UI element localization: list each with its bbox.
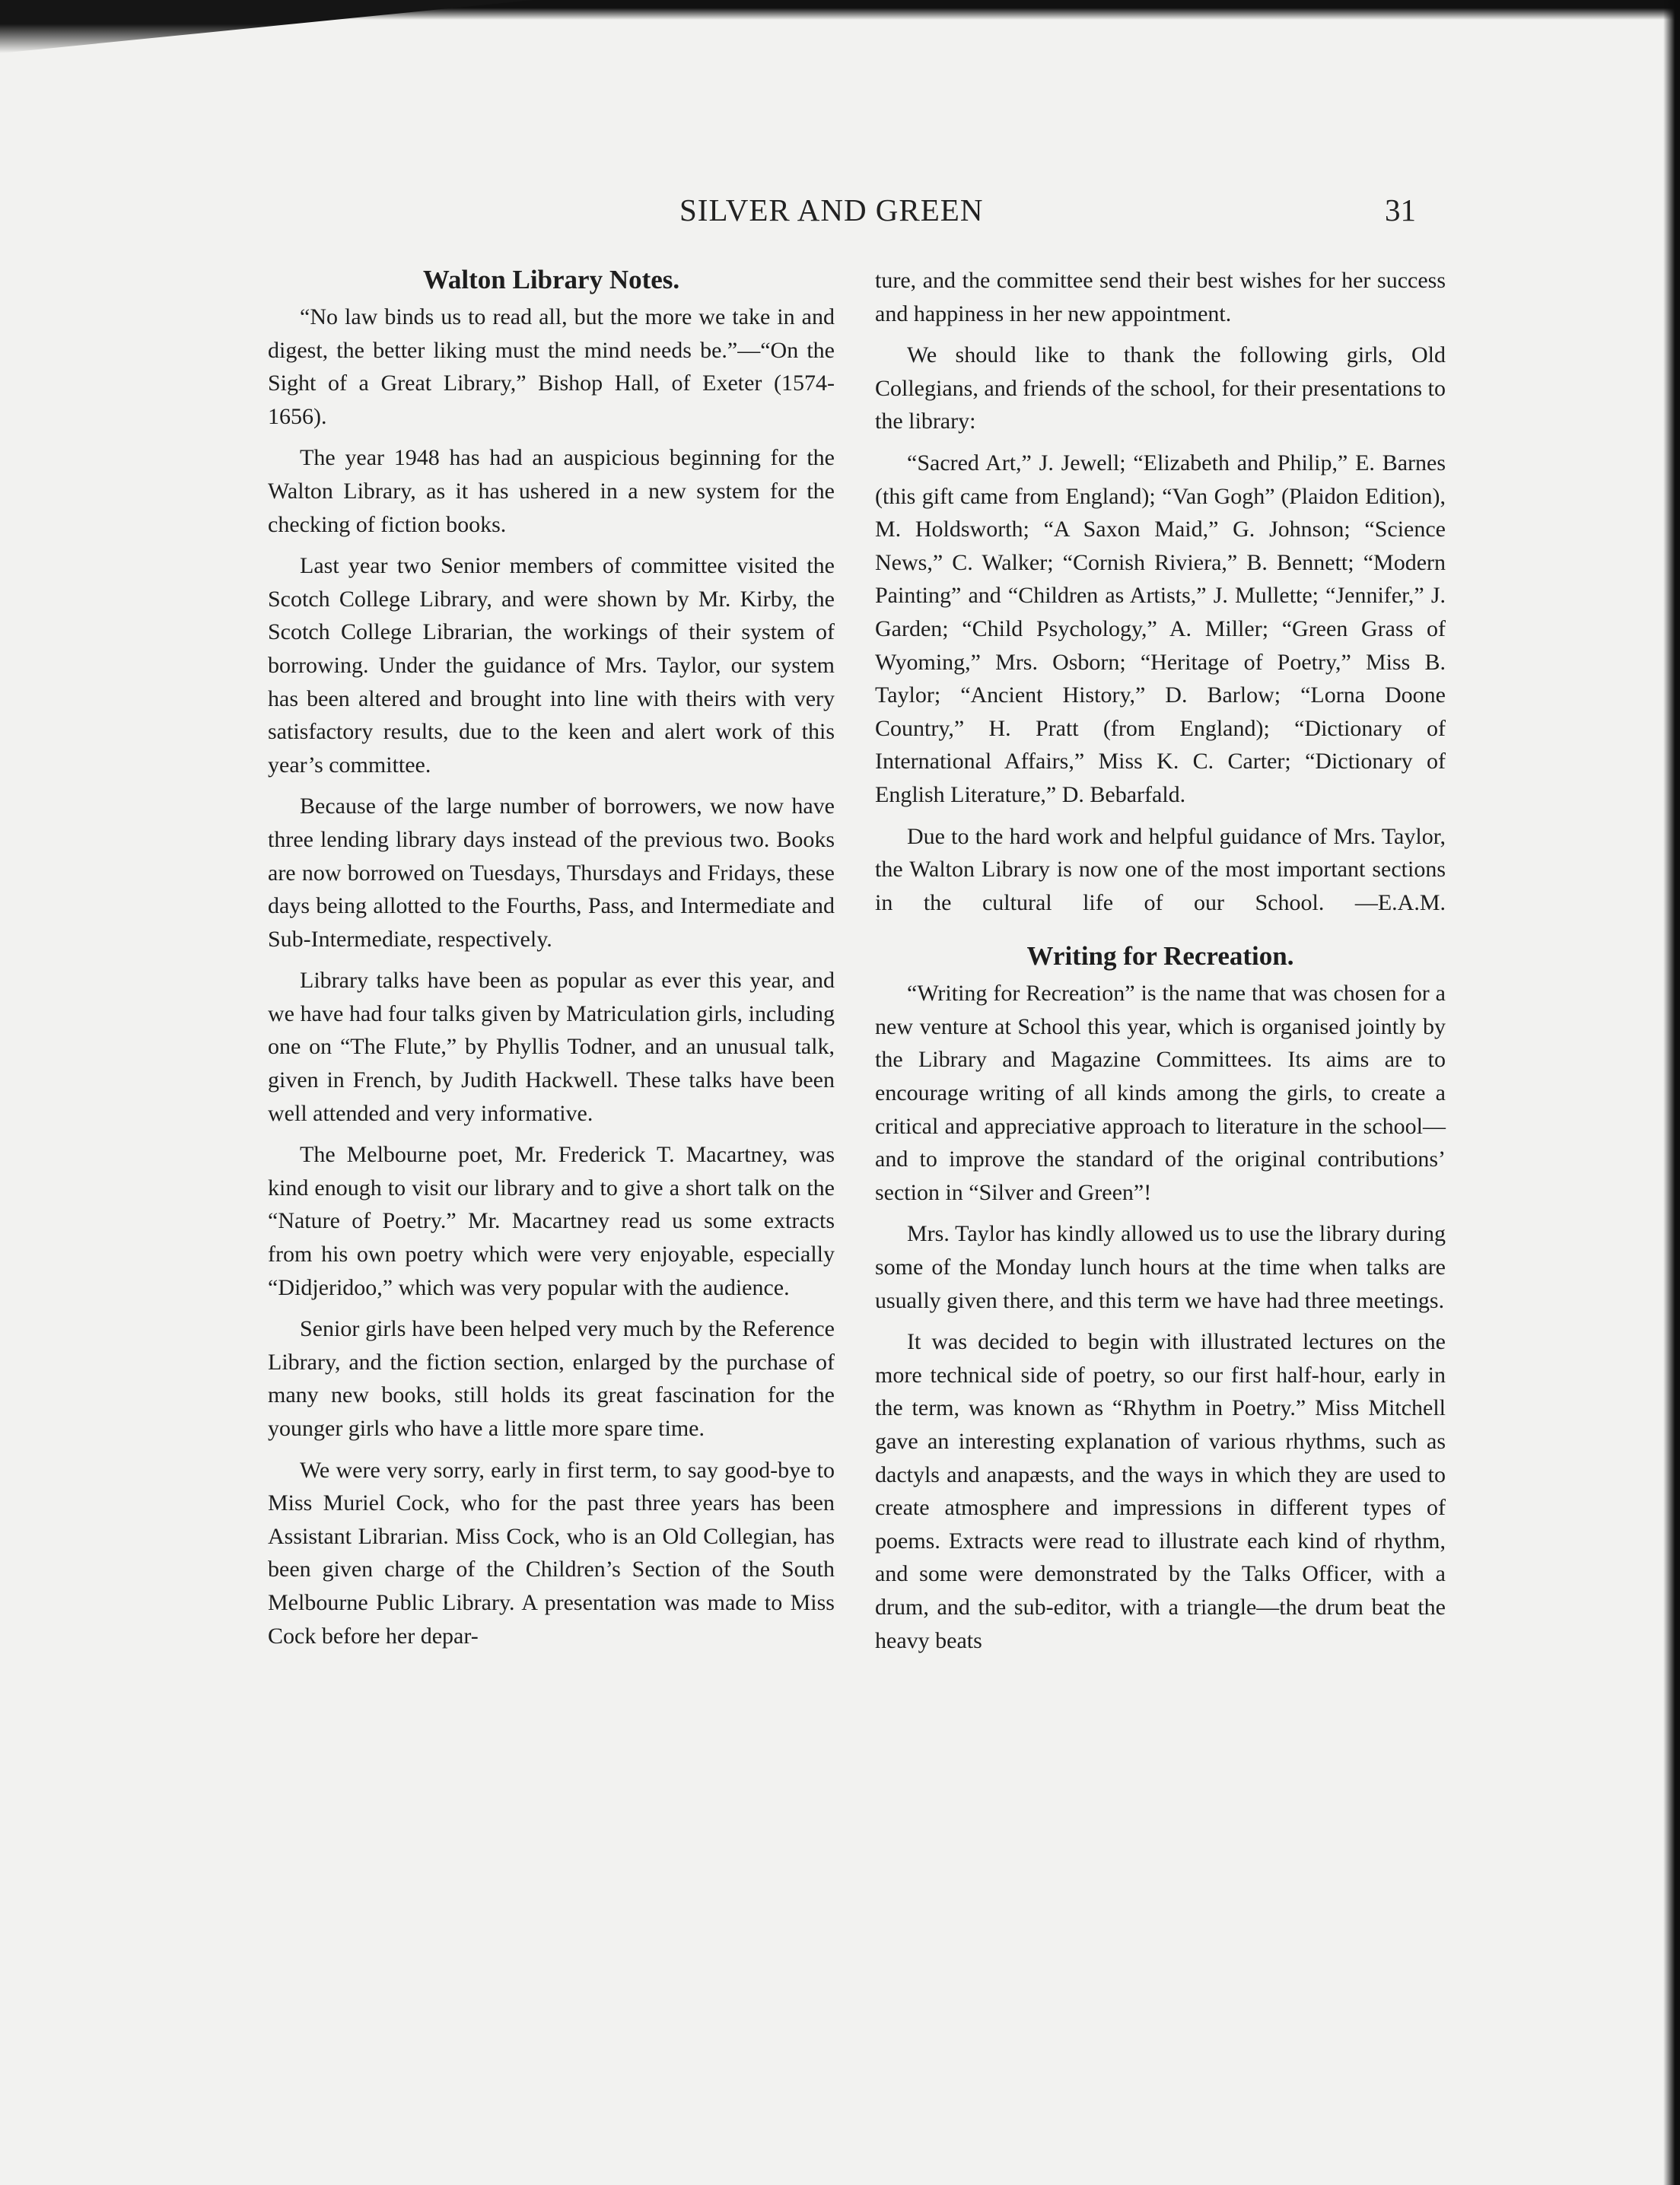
library-notes-paragraph: Senior girls have been helped very much by the Reference Library, and the fiction section, enlarged by the purchase of many new books, still holds its great fascination for the younger girls who have a little more spare time.: [268, 1316, 835, 1441]
scan-right-edge: [1663, 0, 1680, 2185]
donations-list: “Sacred Art,” J. Jewell; “Elizabeth and Philip,” E. Barnes (this gift came from England); “Van Gogh” (Plaidon Edition), M. Holdsworth; “A Saxon Maid,” G. Johnson; “Science News,” C. Walker; “Cornish Riviera,” B. Bennett; “Modern Painting” and “Children as Artists,” J. Mullette; “Jennifer,” J. Garden; “Child Psychology,” A. Miller; “Green Grass of Wyoming,” Mrs. Osborn; “Heritage of Poetry,” Miss B. Taylor; “Ancient History,” D. Barlow; “Lorna Doone Country,” H. Pratt (from England); “Dictionary of International Affairs,” Miss K. C. Carter; “Dictionary of English Literature,” D. Bebarfald.: [875, 450, 1446, 807]
library-notes-continued: ture, and the committee send their best wishes for her success and happiness in her new appointment.: [875, 268, 1446, 326]
writing-for-recreation-title: Writing for Recreation.: [1026, 941, 1294, 972]
library-notes-paragraph: Last year two Senior members of committee visited the Scotch College Library, and were shown by Mr. Kirby, the Scotch College Librarian, the workings of their system of borrowing. Under the guidance of Mrs. Taylor, our system has been altered and brought into line with theirs with very satisfactory results, due to the keen and alert work of this year’s committee.: [268, 553, 835, 778]
library-notes-paragraph: Because of the large number of borrowers, we now have three lending library days instead of the previous two. Books are now borrowed on Tuesdays, Thursdays and Fridays, these days being allotted to the Fourths, Pass, and Intermediate and Sub-Intermediate, respectively.: [268, 794, 835, 952]
library-notes-epigraph: “No law binds us to read all, but the more we take in and digest, the better liking must the mind needs be.”—“On the Sight of a Great Library,” Bishop Hall, of Exeter (1574-1656).: [268, 304, 835, 429]
library-notes-paragraph: We should like to thank the following girls, Old Collegians, and friends of the school, for their presentations to the library:: [875, 342, 1446, 434]
library-notes-paragraph: The year 1948 has had an auspicious beginning for the Walton Library, as it has ushered in a new system for the checking of fiction books.: [268, 445, 835, 537]
recreation-paragraph: Mrs. Taylor has kindly allowed us to use the library during some of the Monday lunch hours at the time when talks are usually given there, and this term we have had three meetings.: [875, 1221, 1446, 1313]
scan-top-left-shadow: [0, 0, 533, 53]
page-number: 31: [1385, 192, 1416, 227]
recreation-paragraph: “Writing for Recreation” is the name that was chosen for a new venture at School this year, which is organised jointly by the Library and Magazine Committees. Its aims are to encourage writing of all kinds among the girls, to create a critical and appreciative approach to literature in the school—and to improve the standard of the original contributions’ section in “Silver and Green”!: [875, 981, 1446, 1205]
running-title: SILVER AND GREEN: [679, 192, 984, 227]
library-notes-paragraph: Library talks have been as popular as ever this year, and we have had four talks given by Matriculation girls, including one on “The Flute,” by Phyllis Todner, and an unusual talk, given in French, by Judith Hackwell. These talks have been well attended and very informative.: [268, 968, 835, 1126]
library-notes-title: Walton Library Notes.: [422, 265, 680, 294]
author-signature: —E.A.M.: [1354, 889, 1446, 915]
library-notes-paragraph: We were very sorry, early in first term, to say good-bye to Miss Muriel Cock, who for the past three years has been Assistant Librarian. Miss Cock, who is an Old Collegian, has been given charge of the Children’s Section of the South Melbourne Public Library. A presentation was made to Miss Cock before her depar-: [268, 1457, 835, 1649]
closing-text: Due to the hard work and helpful guidance of Mrs. Taylor, the Walton Library is now one of the most important sections in the cultural life of our School.: [875, 823, 1446, 915]
left-column: [268, 261, 835, 1661]
right-column: [875, 264, 1446, 1665]
recreation-paragraph: It was decided to begin with illustrated lectures on the more technical side of poetry, so our first half-hour, early in the term, was known as “Rhythm in Poetry.” Miss Mitchell gave an interesting explanation of various rhythms, such as dactyls and anapæsts, and the ways in which they are used to create atmosphere and impressions in different types of poems. Extracts were read to illustrate each kind of rhythm, and some were demonstrated by the Talks Officer, with a drum, and the sub-editor, with a triangle—the drum beat the heavy beats: [875, 1329, 1446, 1653]
library-notes-paragraph: The Melbourne poet, Mr. Frederick T. Macartney, was kind enough to visit our library and to give a short talk on the “Nature of Poetry.” Mr. Macartney read us some extracts from his own poetry which were very enjoyable, especially “Didjeridoo,” which was very popular with the audience.: [268, 1142, 835, 1300]
library-notes-closing: [875, 820, 1446, 920]
